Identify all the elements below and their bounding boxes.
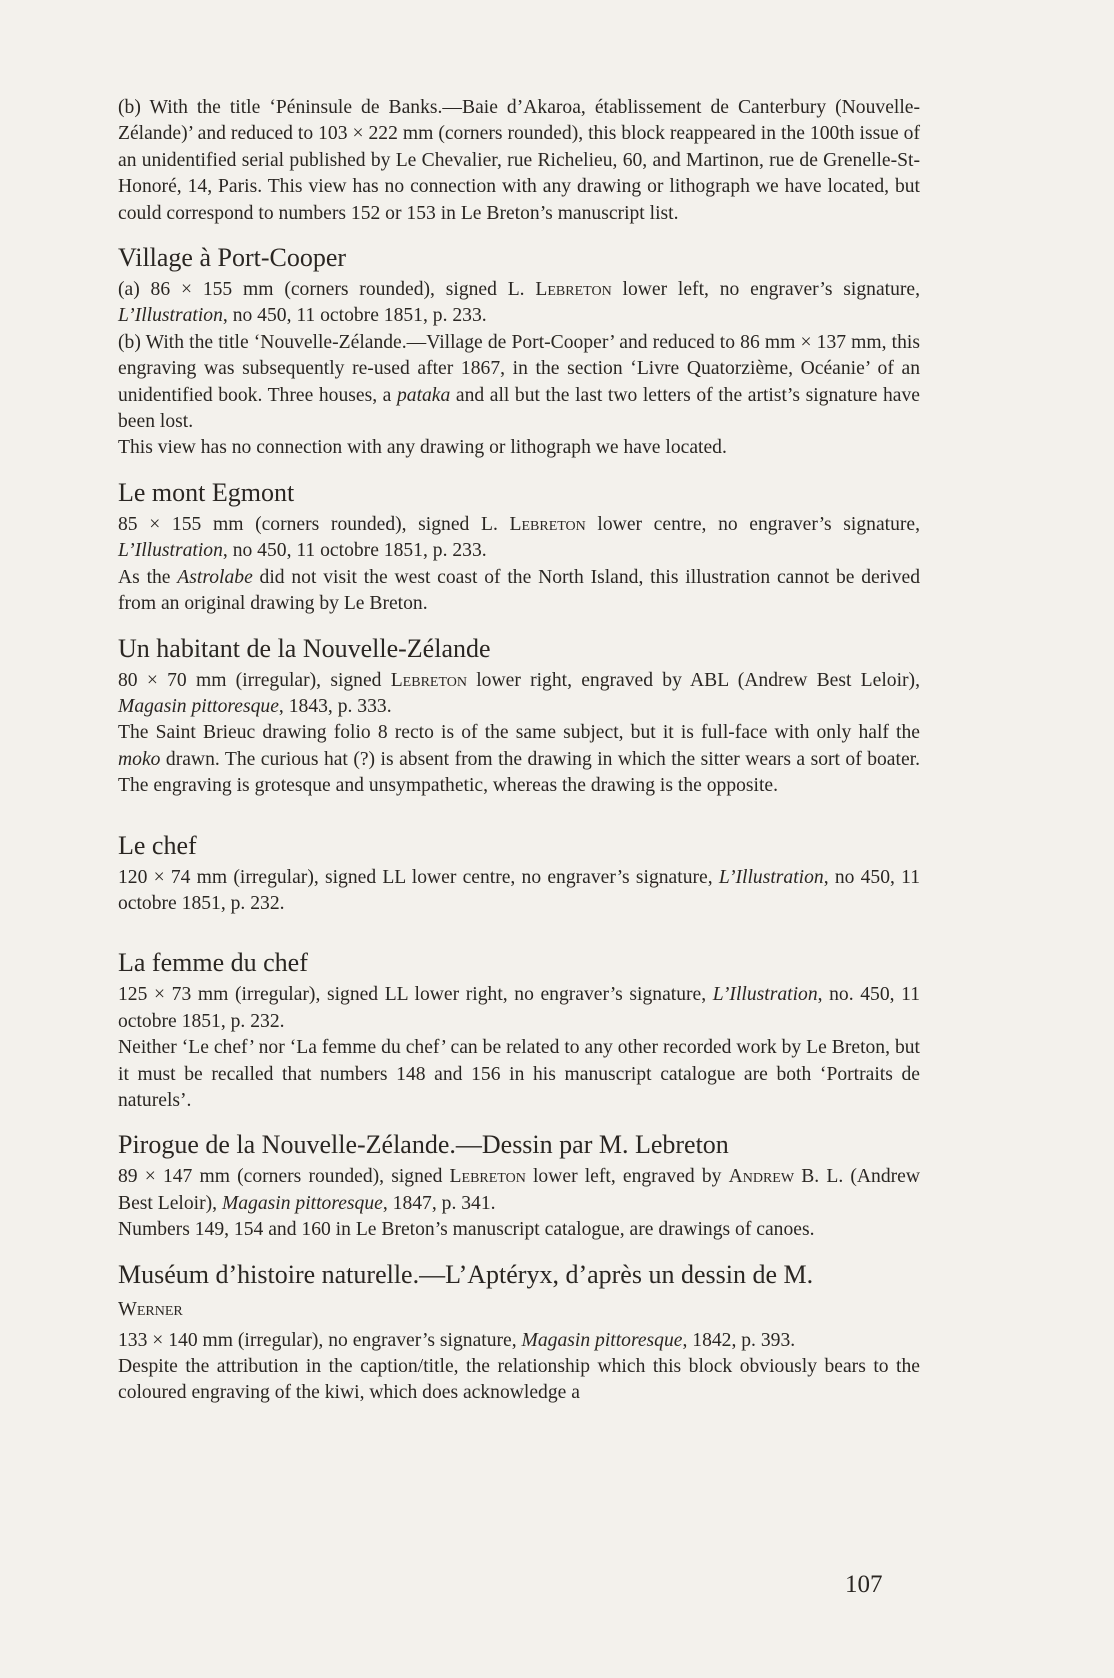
entry-mont-egmont bbox=[118, 477, 920, 618]
page-number: 107 bbox=[845, 1571, 883, 1598]
entry-museum-apteryx bbox=[118, 1259, 920, 1407]
text-column bbox=[118, 95, 920, 1407]
paragraph: Neither ‘Le chef’ nor ‘La femme du chef’ can be related to any other recorded work by Le Breton, but it must be recalled that numbers 148 and 156 in his manuscript catalogue are both ‘Portraits de naturels’. bbox=[118, 1037, 920, 1111]
entry-title: Un habitant de la Nouvelle-Zélande bbox=[118, 633, 491, 663]
paragraph: 120 × 74 mm (irregular), signed LL lower centre, no engraver’s signature, L’Illustration, no 450, 11 octobre 1851, p. 232. bbox=[118, 866, 920, 914]
paragraph: This view has no connection with any drawing or lithograph we have located. bbox=[118, 437, 727, 459]
entry-title: Village à Port-Cooper bbox=[118, 243, 347, 273]
paragraph: Numbers 149, 154 and 160 in Le Breton’s manuscript catalogue, are drawings of canoes. bbox=[118, 1219, 815, 1241]
paragraph: 80 × 70 mm (irregular), signed Lebreton lower right, engraved by ABL (Andrew Best Leloir), Magasin pittoresque, 1843, p. 333. bbox=[118, 669, 920, 717]
paragraph: The Saint Brieuc drawing folio 8 recto is of the same subject, but it is full-face with only half the moko drawn. The curious hat (?) is absent from the drawing in which the sitter wears a sort of boater. The engraving is grotesque and unsympathetic, whereas the drawing is the opposite. bbox=[118, 722, 920, 797]
entry-title: La femme du chef bbox=[118, 948, 308, 978]
entry-continuation bbox=[118, 95, 920, 227]
entry-title: Muséum d’histoire naturelle.—L’Aptéryx, d’après un dessin de M. Werner bbox=[118, 1259, 814, 1320]
paragraph: 133 × 140 mm (irregular), no engraver’s signature, Magasin pittoresque, 1842, p. 393. bbox=[118, 1329, 796, 1351]
paragraph: As the Astrolabe did not visit the west coast of the North Island, this illustration cannot be derived from an original drawing by Le Breton. bbox=[118, 566, 920, 615]
entry-femme-du-chef bbox=[118, 947, 920, 1114]
paragraph: 85 × 155 mm (corners rounded), signed L. Lebreton lower centre, no engraver’s signature, L’Illustration, no 450, 11 octobre 1851, p. 233. bbox=[118, 513, 920, 562]
entry-le-chef bbox=[118, 830, 920, 918]
paragraph: Despite the attribution in the caption/title, the relationship which this block obviously bears to the coloured engraving of the kiwi, which does acknowledge a bbox=[118, 1356, 920, 1404]
paragraph: (b) With the title ‘Péninsule de Banks.—Baie d’Akaroa, établissement de Canterbury (Nouvelle-Zélande)’ and reduced to 103 × 222 mm (corners rounded), this block reappeared in the 100th issue of an unidentified serial published by Le Chevalier, rue Richelieu, 60, and Martinon, rue de Grenelle-St-Honoré, 14, Paris. This view has no connection with any drawing or lithograph we have located, but could correspond to numbers 152 or 153 in Le Breton’s manuscript list. bbox=[118, 97, 920, 224]
entry-title: Pirogue de la Nouvelle-Zélande.—Dessin par M. Lebreton bbox=[118, 1130, 729, 1160]
entry-title: Le mont Egmont bbox=[118, 477, 295, 507]
entry-habitant bbox=[118, 633, 920, 800]
entry-village-port-cooper bbox=[118, 242, 920, 462]
paragraph: 125 × 73 mm (irregular), signed LL lower right, no engraver’s signature, L’Illustration, no. 450, 11 octobre 1851, p. 232. bbox=[118, 984, 920, 1032]
entry-pirogue bbox=[118, 1129, 920, 1243]
paragraph: (b) With the title ‘Nouvelle-Zélande.—Village de Port-Cooper’ and reduced to 86 mm × 137 mm, this engraving was subsequently re-used after 1867, in the section ‘Livre Quatorzième, Océanie’ of an unidentified book. Three houses, a pataka and all but the last two letters of the artist’s signature have been lost. bbox=[118, 331, 920, 433]
paragraph: (a) 86 × 155 mm (corners rounded), signed L. Lebreton lower left, no engraver’s signature, L’Illustration, no 450, 11 octobre 1851, p. 233. bbox=[118, 279, 920, 327]
entry-title: Le chef bbox=[118, 830, 197, 860]
paragraph: 89 × 147 mm (corners rounded), signed Lebreton lower left, engraved by Andrew B. L. (Andrew Best Leloir), Magasin pittoresque, 1847, p. 341. bbox=[118, 1166, 921, 1214]
